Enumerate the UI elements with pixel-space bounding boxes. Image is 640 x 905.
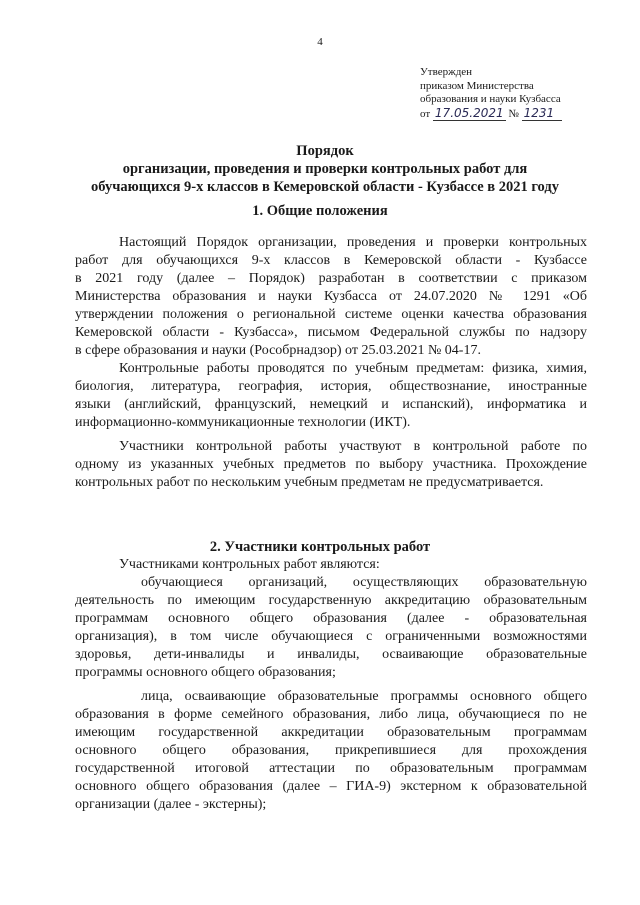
title-line-1: Порядок	[296, 143, 354, 159]
title-line-3: обучающихся 9-х классов в Кемеровской области - Кузбассе в 2021 году	[91, 179, 559, 195]
text-line: имеющим государственной аккредитации образовательным программам	[75, 725, 587, 740]
page-number: 4	[317, 36, 323, 48]
approval-date: 17.05.2021	[434, 105, 504, 120]
text-line: организации (далее - экстерны);	[75, 797, 267, 812]
title-line-2: организации, проведения и проверки контрольных работ для	[122, 161, 528, 177]
text-line: Контрольные работы проводятся по учебным предметам: физика, химия,	[119, 361, 587, 376]
section-2-heading: 2. Участники контрольных работ	[209, 539, 431, 555]
text-line: информационно-коммуникационные технологии (ИКТ).	[75, 415, 411, 430]
approval-line-2: приказом Министерства	[420, 79, 534, 92]
approval-stamp	[420, 66, 562, 121]
text-line: основного общего образования (далее – ГИА-9) экстерном к образовательной	[75, 779, 587, 794]
text-line: одному из указанных учебных предметов по выбору участника. Прохождение	[75, 457, 587, 472]
section-2-body	[75, 556, 587, 814]
text-line: Кемеровской области - Кузбасса», письмом Федеральной службы по надзору	[75, 325, 587, 340]
text-line: лица, осваивающие образовательные программы основного общего	[141, 689, 587, 704]
text-line: организация), в том числе обучающиеся с ограниченными возможностями	[75, 629, 587, 644]
document-title	[80, 142, 570, 196]
text-line: государственной итоговой аттестации по образовательным программам	[75, 761, 587, 776]
text-line: Участниками контрольных работ являются:	[119, 557, 380, 572]
text-line: утверждении положения о региональной системе оценки качества образования	[75, 307, 587, 322]
section-1-heading: 1. Общие положения	[252, 203, 388, 219]
text-line: программы основного общего образования;	[75, 665, 336, 680]
text-line: контрольных работ по нескольким учебным предметам не предусматривается.	[75, 475, 544, 490]
text-line: языки (английский, французский, немецкий и испанский), информатика и	[75, 397, 587, 412]
text-line: обучающиеся организаций, осуществляющих образовательную	[141, 575, 587, 590]
approval-line-3: образования и науки Кузбасса	[420, 93, 561, 105]
text-line: Настоящий Порядок организации, проведения и проверки контрольных	[119, 235, 587, 250]
text-line: в сфере образования и науки (Рособрнадзор) от 25.03.2021 № 04-17.	[75, 343, 481, 358]
text-line: здоровья, дети-инвалиды и инвалиды, осваивающие образовательные	[75, 647, 587, 662]
approval-date-line	[420, 107, 562, 122]
approval-line-1: Утвержден	[420, 66, 473, 78]
text-line: в 2021 году (далее – Порядок) разработан в соответствии с приказом	[75, 271, 587, 286]
text-line: программам основного общего образования (далее - образовательная	[75, 611, 587, 626]
section-1-body	[75, 234, 587, 492]
text-line: работ для обучающихся 9-х классов в Кемеровской области - Кузбассе	[75, 253, 587, 268]
text-line: Участники контрольной работы участвуют в контрольной работе по	[119, 439, 587, 454]
approval-number-sign: №	[508, 107, 519, 120]
approval-number: 1231	[522, 107, 562, 122]
text-line: Министерства образования и науки Кузбасса от 24.07.2020 № 1291 «Об	[75, 289, 587, 304]
approval-from-prefix: от	[420, 107, 431, 120]
text-line: основного общего образования, прикрепившиеся для прохождения	[75, 743, 587, 758]
text-line: образования в форме семейного образования, либо лица, обучающиеся по не	[75, 707, 587, 722]
text-line: деятельность по имеющим государственную аккредитацию образовательным	[75, 593, 587, 608]
text-line: биология, литература, география, история, обществознание, иностранные	[75, 379, 587, 394]
